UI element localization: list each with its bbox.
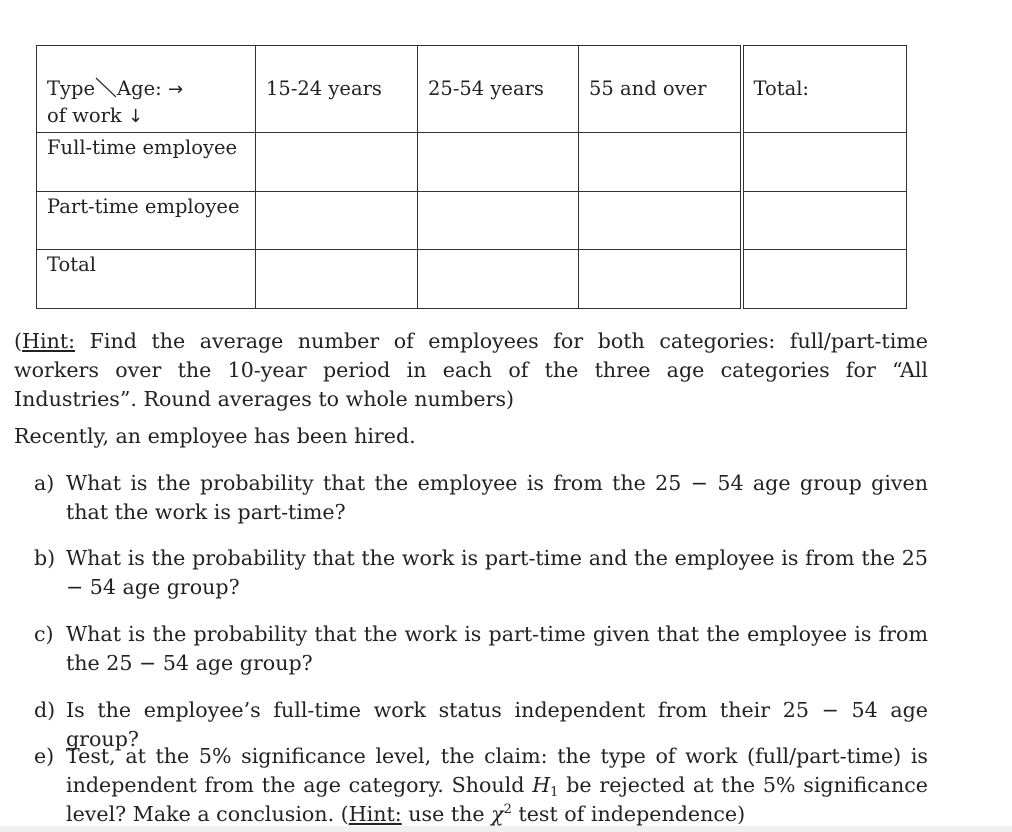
question-e-hint-label: Hint:: [348, 802, 402, 826]
table-cell: [418, 192, 579, 250]
right-arrow-icon: →: [167, 79, 184, 100]
column-header-15-24: 15-24 years: [256, 46, 418, 133]
column-header-25-54: 25-54 years: [418, 46, 579, 133]
table-row-total: [37, 250, 907, 309]
intro-text: Recently, an employee has been hired.: [14, 424, 416, 448]
table-cell: [579, 133, 742, 192]
table-cell: [418, 250, 579, 309]
corner-type-label: Type: [47, 77, 96, 100]
table-cell: [742, 133, 907, 192]
question-text: What is the probability that the work is part-time and the employee is from the 25 − 54 age group?: [66, 546, 928, 599]
row-label-total: Total: [37, 250, 256, 309]
corner-of-work-label: of work: [47, 104, 122, 127]
table-cell: [256, 133, 418, 192]
bottom-edge-strip: [0, 826, 1012, 832]
table-header-row: [37, 46, 907, 133]
hint-open-paren: (: [14, 329, 23, 353]
column-header-total: Total:: [742, 46, 907, 133]
table-cell: [579, 192, 742, 250]
question-label: c): [34, 622, 54, 646]
question-label: b): [34, 546, 56, 570]
table-cell: [256, 192, 418, 250]
question-label: e): [34, 744, 55, 768]
question-text: What is the probability that the work is part-time given that the employee is from the 25 − 54 age group?: [66, 622, 928, 675]
question-text: Is the employee’s full-time work status independent from their 25 − 54 age group?: [66, 698, 928, 751]
table-corner-cell: [37, 46, 256, 133]
table-row-part-time: [37, 192, 907, 250]
hint-paragraph: [14, 327, 928, 414]
question-e-part2: be rejected at the 5% significance level? Make a conclusion. (: [66, 773, 928, 826]
question-e-part3: use the: [401, 802, 492, 826]
table-row-full-time: [37, 133, 907, 192]
question-label: a): [34, 471, 55, 495]
hint-text: Find the average number of employees for both categories: full/part-time workers over the 10-year period in each of the three age categories for “All Industries”. Round averages to whole numbers): [14, 329, 928, 411]
table-cell: [579, 250, 742, 309]
table-cell: [742, 192, 907, 250]
column-header-55-over: 55 and over: [579, 46, 742, 133]
corner-header-line2: [47, 103, 255, 130]
row-label-part-time: Part-time employee: [37, 192, 256, 250]
corner-header-line1: [47, 76, 255, 103]
hint-label: Hint:: [22, 329, 76, 353]
question-text: What is the probability that the employee is from the 25 − 54 age group given that the work is part-time?: [66, 471, 928, 524]
question-label: d): [34, 698, 56, 722]
corner-age-label: Age:: [117, 77, 162, 100]
diagonal-slash-icon: [95, 76, 117, 98]
table-cell: [742, 250, 907, 309]
h1-subscript: 1: [550, 785, 559, 800]
chi-superscript: 2: [503, 802, 512, 817]
contingency-table: [36, 45, 906, 308]
contingency-table-grid: [36, 45, 907, 309]
question-text: [66, 742, 928, 829]
row-label-full-time: Full-time employee: [37, 133, 256, 192]
question-e-part1: Test, at the 5% significance level, the claim: the type of work (full/part-time) is independent from the age category. Should: [66, 744, 928, 797]
h1-symbol: H: [532, 773, 551, 797]
table-cell: [256, 250, 418, 309]
table-cell: [418, 133, 579, 192]
chi-symbol: χ: [491, 802, 504, 826]
down-arrow-icon: ↓: [127, 106, 144, 127]
question-e-part4: test of independence): [511, 802, 746, 826]
